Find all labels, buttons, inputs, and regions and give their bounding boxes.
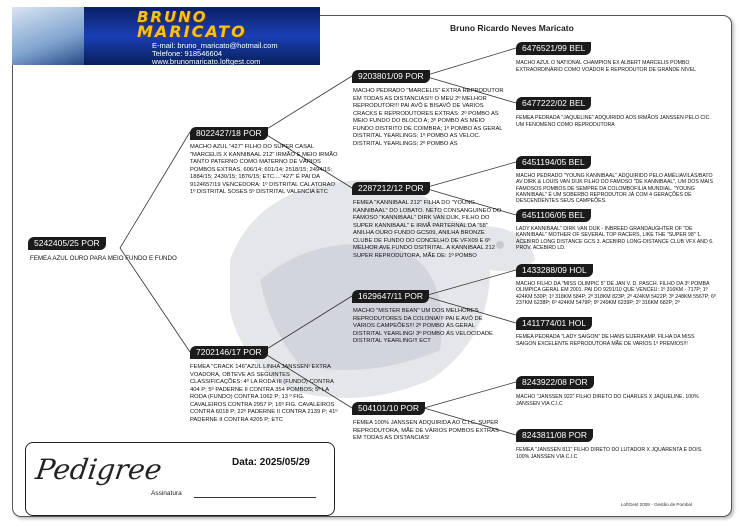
- grandsire-paternal-description: MACHO PEDRADO "MARCELIS" EXTRA REPRODUTOR EM TODAS AS DISTANCIAS!!! O MEU 2º MELHOR REPRODUTOR!!! PAI AVÔ E BISAVÔ DE VARIOS CRACKS E REPRODUTORES EXTRAS: 2º POMBO AS MEIO FUNDO DO BLOCO A; 3º POMBO AS MEIO FUNDO DISTRITO DE COIMBRA; 1º POMBO AS GERAL DISTRITAL YEARLINGS; 1º POMBO AS VELOC. DISTRITAL YEARLINGS; 2º POMBO AS: [353, 88, 504, 147]
- gg-1-ring: 6476521/99 BEL: [516, 42, 591, 55]
- gg-5-ring: 1433288/09 HOL: [516, 264, 593, 277]
- gg-8-ring: 8243811/08 POR: [516, 429, 593, 442]
- granddam-paternal-ring: 2287212/12 POR: [352, 182, 430, 195]
- banner-email: E-mail: bruno_maricato@hotmail.com: [152, 41, 278, 50]
- banner-phone: Telefone: 918546604: [152, 49, 223, 58]
- pedigree-title: Pedigree: [33, 453, 164, 486]
- breeder-photo: [12, 7, 84, 65]
- dam-ring: 7202146/17 POR: [190, 346, 268, 359]
- gg-4-description: LADY KANNIBAAL" DIRK VAN DIJK - INBREED GRANDAUGHTER OF "DE KANNIBAAL" MOTHER OF SEVERAL TOP RACERS, LIKE THE "SUPER 98" 1. ACEBIRD LONG DISTANCE GCS 3. ACEBIRD LONG-DISTANCE CLUB VFX AND 6. PROV. ACEBIRD LD.: [516, 226, 714, 251]
- pedigree-date: Data: 2025/05/29: [232, 457, 310, 468]
- grandsire-maternal-ring: 1629647/11 POR: [352, 290, 429, 303]
- dam-description: FEMEA "CRACK 146"AZUL LINHA JANSSEN! EXTRA VOADORA, OBTEVE AS SEGUINTES CLASSIFICAÇÕES: 4º LA RODA III (FUNDO) CONTRA 404 P; 5º PADERNE II CONTRA 354 POMBOS; 5º LA RODA (FUNDO) CONTRA 1062 P; 13 º FIG. CAVALEIROS CONTRA 2957 P; 16º FIG. CAVALEIROS CONTRA 6018 P; 22º PADERNE II CONTRA 2139 P; 41º PADERNE II CONTRA 4205 P; ETC: [190, 364, 338, 423]
- granddam-maternal-description: FEMEA 100% JANSSEN ADQUIRIDA AO C.I.C. SUPER REPRODUTORA, MÃE DE VÁRIOS POMBOS EXTRAS EM TODAS AS DISTANCIAS!: [353, 420, 499, 441]
- owner-name: Bruno Ricardo Neves Maricato: [450, 23, 574, 33]
- gg-4-ring: 6451106/05 BEL: [516, 209, 591, 222]
- gg-2-description: FEMEA PEDRADA "JAQUELINE" ADQUIRIDO AOS IRMÃOS JANSSEN PELO CIC. UM FENOMENO COMO REPRODUTORA: [516, 115, 711, 128]
- sire-description: MACHO AZUL "427" FILHO DO SUPER CASAL "MARCELIS X KANNIBAAL 212" IRMÃO E MEIO IRMÃO TANTO PATERNO COMO MATERNO DE VÁRIOS POMBOS EXTRAS, 606/14; 601/14; 2518/15; 2494/15; 1884/15; 2430/15; 1876/15; ETC...."427" É PAI DA 9124657/19 VENCEDORA: 1º DISTRITAL CALATORAO 1º DISTRITAL SOSES 5º DISTRITAL VALENCIA ETC: [190, 144, 338, 195]
- gg-8-description: FEMEA "JANSSEN 811" FILHO DIRETO DO LUTADOR X JQUARENTA E DOIS. 100% JANSSEN VIA C.I.C: [516, 447, 703, 460]
- gg-3-ring: 6451194/05 BEL: [516, 156, 591, 169]
- banner-website: www.brunomaricato.loftgest.com: [152, 57, 261, 65]
- gg-3-description: MACHO PEDRADO "YOUNG KANNIBAAL" ADQUIRIDO PELO AMÉLIAVILAS/BATO AV DIRK & LOUIS VAN DIJK FILHO DO FAMOSO "DE KANNIBAAL", UM DOS MAIS FAMOSOS POMBOS DE SEMPRE DA COLOMBOFILIA MUNDIAL. "YOUNG KANNIBAAL" É UM SOBERBO REPRODUTOR JÁ COM 4 GERAÇÕES DE DESCENDENTES SEUS CAMPEÕES.: [516, 173, 713, 205]
- gg-5-description: MACHO FILHO DA "MISS OLIMPIC 5" DE JAN V. D. PASCH. FILHO DA 3º POMBA OLIMPICA GERAL EM 2001. PAI DO 9291/10 QUE VENCEU: 1º 316KM - 717P; 1º 424KM 530P; 1º 318KM 584P; 2º 318KM 823P; 2º 424KM 5422P; 3º 248KM 5567P; 6º 237KM 6238P; 6º 424KM 5479P; 9º 249KM 6239P; 2º 316KM 682P; 2º: [516, 281, 716, 306]
- grandsire-paternal-ring: 9203801/09 POR: [352, 70, 430, 83]
- gg-7-ring: 8243922/08 POR: [516, 376, 594, 389]
- gg-2-ring: 6477222/02 BEL: [516, 97, 591, 110]
- pedigree-signature-box: [25, 442, 335, 516]
- gg-6-description: FEMEA PEDRADA "LADY SAIGON" DE HANS EIJERKAMP. FILHA DA MISS SAIGON EXCELENTE REPRODUTORA MÃE DE VARIOS 1º PREMIOS!!!: [516, 334, 695, 347]
- gg-1-description: MACHO AZUL O NATIONAL CHAMPION EX ALBERT MARCELIS POMBO EXTRAORDINÁRIO COMO VOADOR E REPRODUTOR DE GRANDE NIVEL: [516, 60, 697, 73]
- footer-credit: LoftGest 2008 - Gestão de Pombal: [621, 502, 692, 507]
- banner-name-line1: BRUNO: [137, 8, 208, 26]
- subject-description: FEMEA AZUL OURO PARA MEIO FUNDO E FUNDO: [30, 255, 177, 262]
- banner-name-line2: MARICATO: [137, 22, 247, 41]
- breeder-banner: [12, 7, 320, 65]
- gg-6-ring: 1411774/01 HOL: [516, 317, 592, 330]
- grandsire-maternal-description: MACHO "MISTER BEAN" UM DOS MELHORES REPRODUTORES DA COLONIA!!! PAI E AVÔ DE VÁRIOS CAMPEÕES!!! 2º POMBO ÁS GERAL DISTRITAL YEARLING! 3º POMBO ÁS VELOCIDADE DISTRITAL YEARLING!!! ECT: [353, 308, 493, 344]
- granddam-paternal-description: FEMEA "KANNIBAAL 212" FILHA DO "YOUNG KANNIBAAL" DO LOBATO. NETO CONSANGUINEO DO FAMOSO "KANNIBAAL" DIRK VAN DIJK, FILHO DO SUPER KANNIBAAL" E IRMÃ PARTERNAL DA "58" ANILHA OURO FUNDO GCS09, ANILHA BRONZE CLUBE DE FUNDO DO CONCELHO DE VFX09 E 6º MELHOR AVE FUNDO DSITRITAL. A KANNIBAAL 212 SUPER REPRODUTORA, MÃE DE: 1º POMBO: [353, 200, 502, 259]
- sire-ring: 8022427/18 POR: [190, 127, 268, 140]
- signature-line: [194, 497, 316, 498]
- gg-7-description: MACHO "JANSSEN 922" FILHO DIRETO DO CHARLES X JAQUELINE. 100% JANSSEN VIA C.I.C: [516, 394, 699, 407]
- granddam-maternal-ring: 504101/10 POR: [352, 402, 425, 415]
- subject-ring: 5242405/25 POR: [28, 237, 106, 250]
- signature-label: Assinatura: [151, 490, 182, 497]
